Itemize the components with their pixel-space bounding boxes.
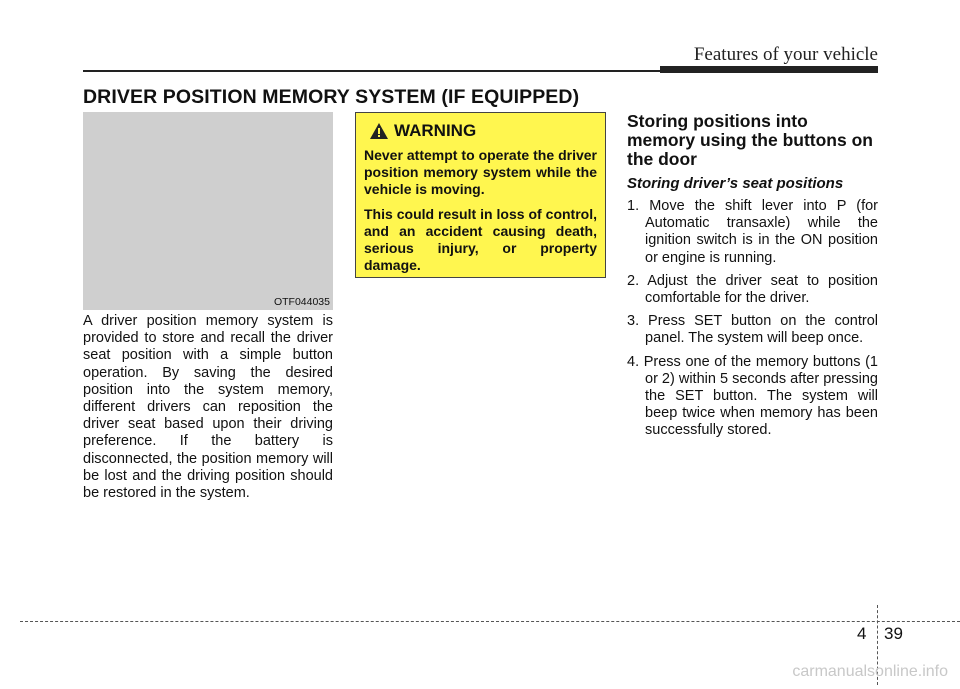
figure-code: OTF044035 — [273, 296, 330, 308]
storing-subtitle: Storing driver’s seat positions — [627, 175, 844, 192]
warning-box — [355, 112, 606, 278]
storing-steps — [627, 198, 878, 440]
header-rule-accent — [660, 66, 878, 73]
watermark: carmanualsonline.info — [792, 663, 948, 680]
footer-section-number: 4 — [857, 624, 867, 643]
figure-image — [83, 112, 333, 310]
page-header-title: Features of your vehicle — [693, 44, 878, 65]
step-item: 4. Press one of the memory buttons (1 or 2) within 5 seconds after pressing the SET button. The system will beep twice when memory has been successfully stored. — [627, 353, 878, 439]
storing-section — [627, 112, 878, 446]
step-item: 1. Move the shift lever into P (for Automatic transaxle) while the ignition switch is in the ON position or engine is running. — [627, 198, 878, 266]
step-item: 3. Press SET button on the control panel. The system will beep once. — [627, 313, 878, 347]
warning-title: WARNING — [394, 121, 477, 140]
step-item: 2. Adjust the driver seat to position comfortable for the driver. — [627, 272, 878, 307]
warning-header — [370, 121, 597, 141]
footer-page-number: 39 — [884, 624, 903, 643]
warning-triangle-icon — [370, 123, 388, 139]
footer-rule — [20, 621, 960, 622]
storing-title: Storing positions into memory using the buttons on the door — [627, 111, 873, 169]
intro-paragraph: A driver position memory system is provided to store and recall the driver seat position with a simple button operation. By saving the desired position into the system memory, different drivers can reposition the driver seat based upon their driving preference. If the battery is disconnected, the position memory will be lost and the driving position should be restored in the system. — [83, 313, 333, 502]
warning-paragraph-2: This could result in loss of control, and an accident causing death, serious injury, or property damage. — [364, 206, 597, 273]
section-title: DRIVER POSITION MEMORY SYSTEM (IF EQUIPPED) — [83, 86, 580, 108]
warning-paragraph-1: Never attempt to operate the driver position memory system while the vehicle is moving. — [364, 147, 597, 197]
